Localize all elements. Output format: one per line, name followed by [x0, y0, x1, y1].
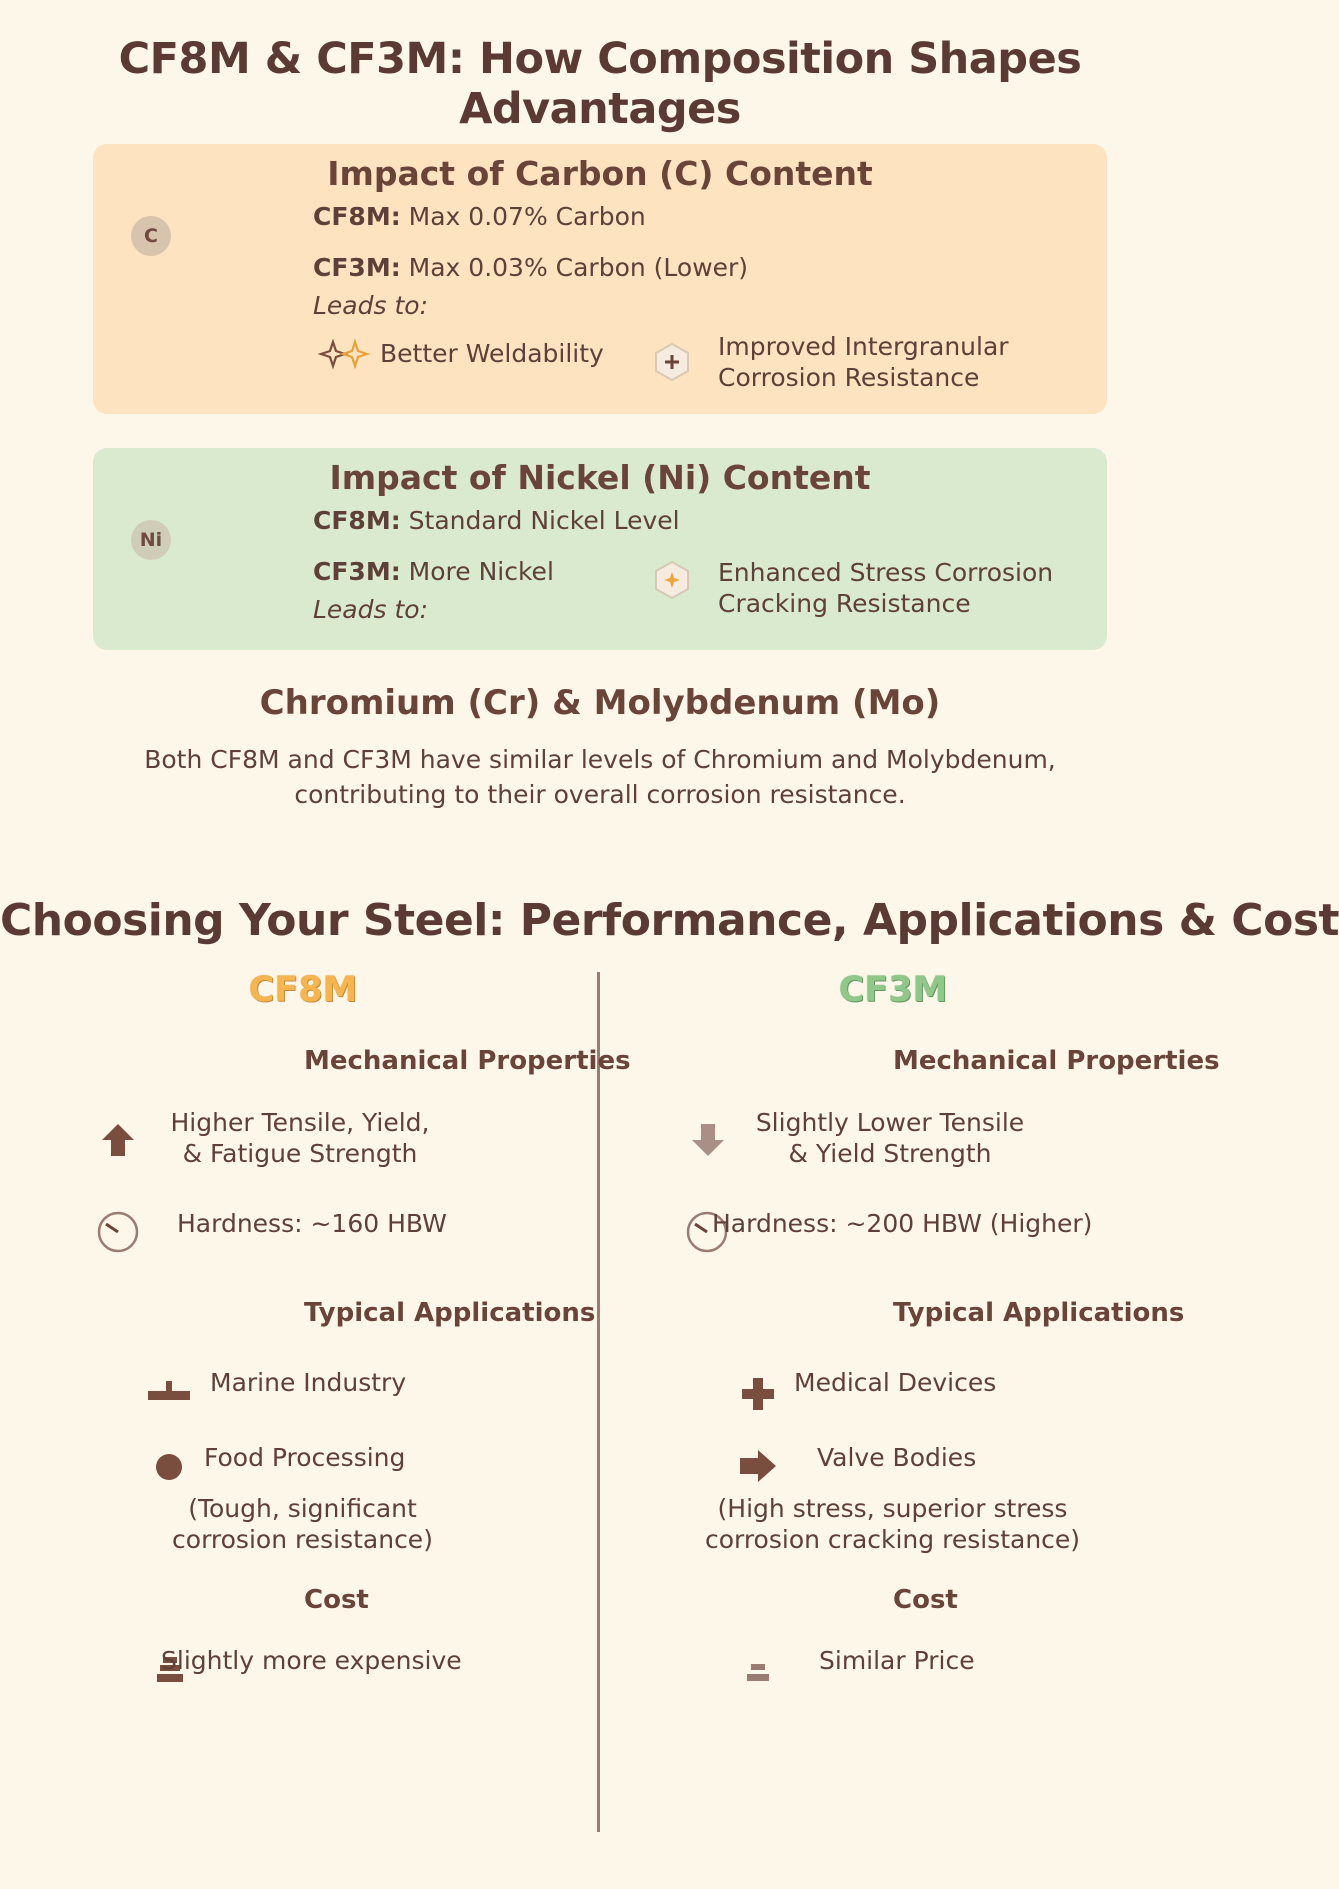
shield-spark-icon	[653, 561, 691, 599]
nickel-cf3m-line	[313, 557, 554, 586]
nickel-panel-title: Impact of Nickel (Ni) Content	[329, 458, 871, 497]
cf3m-cost-title: Cost	[893, 1585, 958, 1615]
cf8m-app-marine: Marine Industry	[210, 1368, 407, 1397]
cf8m-strength	[150, 1107, 450, 1169]
nickel-benefit	[718, 557, 1053, 619]
cf3m-app-medical: Medical Devices	[794, 1368, 997, 1397]
cf8m-apps-note	[150, 1493, 455, 1555]
cf3m-apps-note-line1: (High stress, superior stress	[717, 1494, 1068, 1523]
carbon-cf3m-text: Max 0.03% Carbon (Lower)	[408, 253, 749, 282]
cf8m-cost: Slightly more expensive	[161, 1646, 462, 1675]
carbon-cf8m-text: Max 0.07% Carbon	[408, 202, 646, 231]
cf3m-apps-note-line2: corrosion cracking resistance)	[704, 1525, 1081, 1554]
cf3m-apps-note	[700, 1493, 1085, 1555]
carbon-leads-to: Leads to:	[313, 291, 428, 320]
carbon-benefit-corrosion	[718, 331, 1009, 393]
carbon-benefit-corrosion-line2: Corrosion Resistance	[718, 363, 980, 392]
cf8m-strength-line2: & Fatigue Strength	[182, 1139, 418, 1168]
cf3m-hardness: Hardness: ~200 HBW (Higher)	[712, 1209, 1093, 1238]
cf8m-hardness: Hardness: ~160 HBW	[177, 1209, 447, 1238]
nickel-panel	[93, 448, 1107, 650]
cf3m-app-valve: Valve Bodies	[817, 1443, 977, 1472]
nickel-benefit-line2: Cracking Resistance	[718, 589, 971, 618]
carbon-panel-title: Impact of Carbon (C) Content	[327, 154, 873, 193]
carbon-cf8m-label: CF8M:	[313, 202, 401, 231]
gauge-icon	[96, 1210, 140, 1258]
ship-icon	[148, 1378, 190, 1406]
chromium-line1: Both CF8M and CF3M have similar levels of Chromium and Molybdenum,	[144, 745, 1056, 774]
carbon-badge: C	[131, 216, 171, 256]
arrow-up-icon	[100, 1122, 136, 1162]
circle-icon	[155, 1453, 183, 1485]
cf3m-cost: Similar Price	[819, 1646, 975, 1675]
choosing-title: Choosing Your Steel: Performance, Applications & Cost	[0, 895, 1339, 946]
chromium-title: Chromium (Cr) & Molybdenum (Mo)	[259, 683, 941, 723]
cf8m-heading: CF8M	[248, 970, 358, 1010]
carbon-cf8m-line	[313, 202, 646, 231]
nickel-cf3m-text: More Nickel	[408, 557, 554, 586]
nickel-badge: Ni	[131, 520, 171, 560]
cf8m-cost-title: Cost	[304, 1585, 369, 1615]
carbon-panel	[93, 144, 1107, 414]
cf8m-strength-line1: Higher Tensile, Yield,	[170, 1108, 430, 1137]
chromium-line2: contributing to their overall corrosion resistance.	[294, 780, 906, 809]
column-divider	[597, 972, 600, 1832]
nickel-cf8m-label: CF8M:	[313, 506, 401, 535]
cf3m-apps-title: Typical Applications	[893, 1298, 1185, 1328]
cf8m-apps-note-line2: corrosion resistance)	[172, 1525, 433, 1554]
cf3m-strength	[735, 1107, 1045, 1169]
arrow-right-icon	[740, 1450, 776, 1486]
carbon-cf3m-label: CF3M:	[313, 253, 401, 282]
page-title: CF8M & CF3M: How Composition Shapes Advantages	[118, 34, 1082, 134]
nickel-cf8m-text: Standard Nickel Level	[408, 506, 680, 535]
arrow-down-icon	[690, 1122, 726, 1162]
sparkle-icon	[321, 340, 369, 372]
chromium-description	[0, 742, 1200, 812]
carbon-benefit-corrosion-line1: Improved Intergranular	[718, 332, 1009, 361]
carbon-cf3m-line	[313, 253, 748, 282]
cf8m-app-food: Food Processing	[204, 1443, 406, 1472]
nickel-cf8m-line	[313, 506, 680, 535]
shield-plus-icon	[653, 343, 691, 381]
cf3m-mech-title: Mechanical Properties	[893, 1046, 1220, 1076]
cf8m-apps-note-line1: (Tough, significant	[188, 1494, 417, 1523]
cf8m-mech-title: Mechanical Properties	[304, 1046, 631, 1076]
cf3m-heading: CF3M	[838, 970, 948, 1010]
cf8m-apps-title: Typical Applications	[304, 1298, 596, 1328]
cf3m-strength-line1: Slightly Lower Tensile	[755, 1108, 1025, 1137]
nickel-benefit-line1: Enhanced Stress Corrosion	[718, 558, 1054, 587]
nickel-cf3m-label: CF3M:	[313, 557, 401, 586]
medical-cross-icon	[740, 1376, 776, 1416]
nickel-leads-to: Leads to:	[313, 595, 428, 624]
cf3m-strength-line2: & Yield Strength	[788, 1139, 992, 1168]
carbon-benefit-weldability: Better Weldability	[380, 339, 604, 368]
coin-icon	[747, 1664, 769, 1686]
